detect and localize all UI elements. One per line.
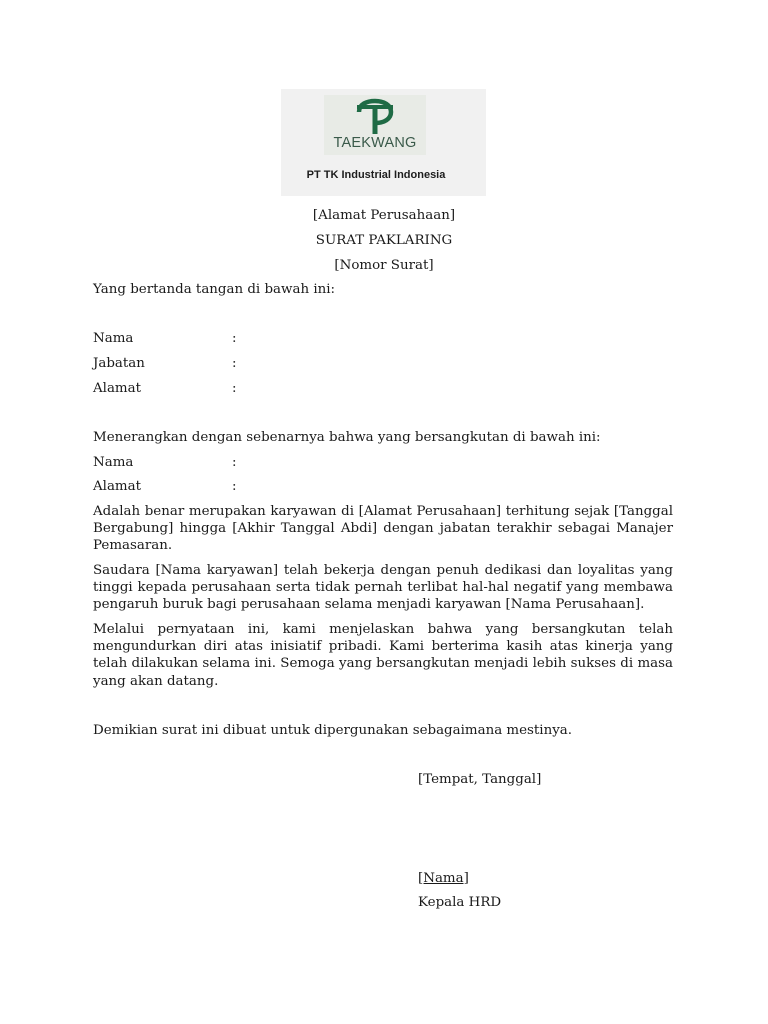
place-date: [Tempat, Tanggal] bbox=[418, 772, 542, 787]
letter-title: SURAT PAKLARING bbox=[315, 233, 453, 248]
field-label: Alamat bbox=[93, 381, 141, 396]
company-address: [Alamat Perusahaan] bbox=[312, 208, 456, 223]
logo-mark-panel bbox=[324, 95, 426, 155]
field-label: Alamat bbox=[93, 479, 141, 494]
closing-text: Demikian surat ini dibuat untuk dipergunakan sebagaimana mestinya. bbox=[93, 723, 573, 738]
field-label: Nama bbox=[93, 331, 134, 346]
logo-company-name: PT TK Industrial Indonesia bbox=[306, 169, 446, 181]
field-colon: : bbox=[232, 455, 237, 470]
taekwang-emblem-icon bbox=[355, 98, 395, 136]
field-colon: : bbox=[232, 381, 237, 396]
employment-paragraph: Adalah benar merupakan karyawan di [Alamat Perusahaan] terhitung sejak [Tanggal Bergabung] hingga [Akhir Tanggal Abdi] dengan jabatan terakhir sebagai Manajer Pemasaran. bbox=[93, 504, 673, 554]
field-label: Nama bbox=[93, 455, 134, 470]
dedication-paragraph: Saudara [Nama karyawan] telah bekerja dengan penuh dedikasi dan loyalitas yang tinggi kepada perusahaan serta tidak pernah terlibat hal-hal negatif yang membawa pengaruh buruk bagi perusahaan selama menjadi karyawan [Nama Perusahaan]. bbox=[93, 563, 673, 613]
intro-text: Yang bertanda tangan di bawah ini: bbox=[93, 282, 336, 297]
company-logo bbox=[281, 89, 486, 196]
resignation-paragraph: Melalui pernyataan ini, kami menjelaskan bahwa yang bersangkutan telah mengundurkan diri atas inisiatif pribadi. Kami berterima kasih atas kinerja yang telah dilakukan selama ini. Semoga yang bersangkutan menjadi lebih sukses di masa yang akan datang. bbox=[93, 622, 673, 689]
logo-brand-text: TAEKWANG bbox=[333, 135, 417, 151]
field-colon: : bbox=[232, 479, 237, 494]
signer-name: [Nama] bbox=[418, 871, 469, 886]
statement-text: Menerangkan dengan sebenarnya bahwa yang bersangkutan di bawah ini: bbox=[93, 430, 601, 445]
field-colon: : bbox=[232, 356, 237, 371]
field-colon: : bbox=[232, 331, 237, 346]
field-label: Jabatan bbox=[93, 356, 145, 371]
letter-number: [Nomor Surat] bbox=[334, 258, 434, 273]
signer-position: Kepala HRD bbox=[418, 895, 502, 910]
